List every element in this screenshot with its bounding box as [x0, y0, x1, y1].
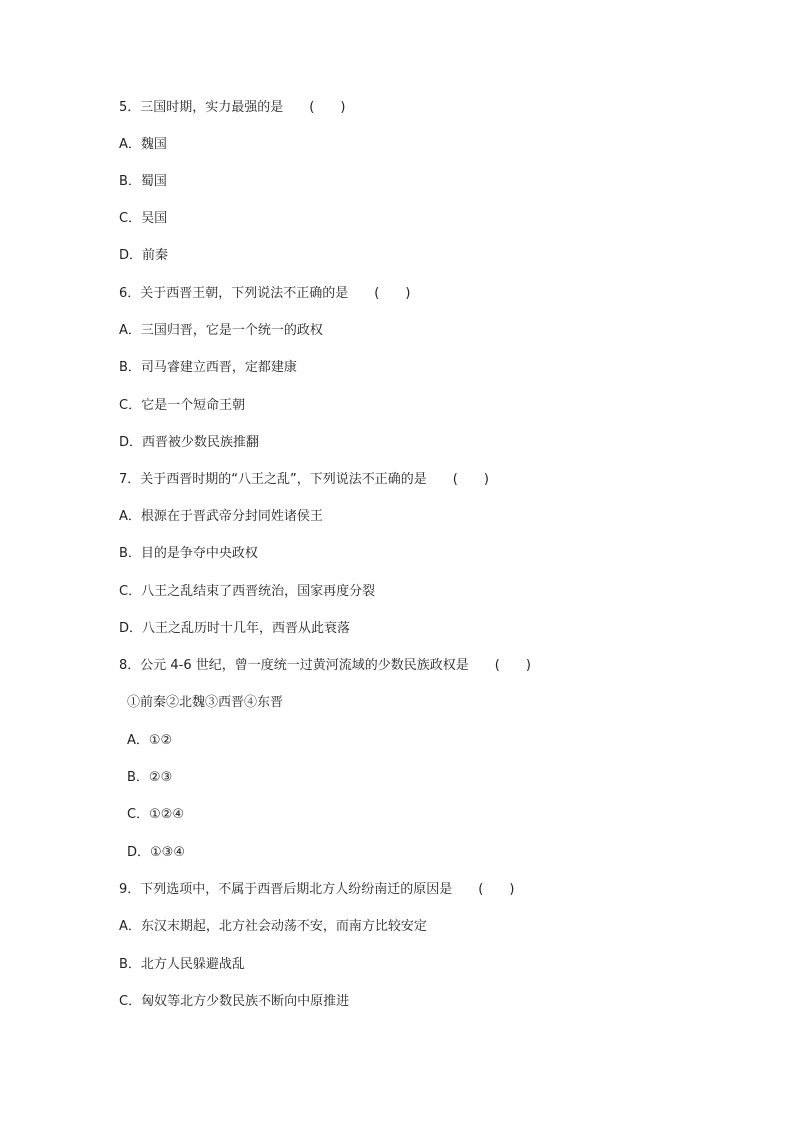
- answer-blank: ( ): [494, 658, 531, 673]
- question-8-choices: ①前秦②北魏③西晋④东晋: [127, 695, 284, 710]
- question-9-option-a: A．东汉末期起，北方社会动荡不安，而南方比较安定: [119, 919, 427, 934]
- question-text: 7．关于西晋时期的“八王之乱”，下列说法不正确的是: [119, 472, 427, 487]
- question-text: 6．关于西晋王朝，下列说法不正确的是: [119, 286, 349, 301]
- question-5-stem: [119, 98, 345, 118]
- answer-blank: ( ): [309, 100, 346, 115]
- question-7-stem: [119, 470, 489, 490]
- question-8-option-a: A．①②: [127, 733, 173, 748]
- question-6-option-d: D．西晋被少数民族推翻: [119, 435, 260, 450]
- question-6-option-b: B．司马睿建立西晋，定都建康: [119, 360, 297, 375]
- question-7-option-b: B．目的是争夺中央政权: [119, 546, 258, 561]
- question-9-option-b: B．北方人民躲避战乱: [119, 957, 245, 972]
- question-6-stem: [119, 284, 410, 304]
- answer-blank: ( ): [478, 882, 515, 897]
- question-8-option-c: C．①②④: [127, 807, 185, 822]
- answer-blank: ( ): [452, 472, 489, 487]
- question-7-option-c: C．八王之乱结束了西晋统治，国家再度分裂: [119, 584, 376, 599]
- answer-blank: ( ): [374, 286, 411, 301]
- question-9-option-c: C．匈奴等北方少数民族不断向中原推进: [119, 994, 350, 1009]
- question-5-option-b: B．蜀国: [119, 174, 167, 189]
- question-8-option-b: B．②③: [127, 770, 173, 785]
- question-5-option-c: C．吴国: [119, 211, 168, 226]
- question-text: 5．三国时期，实力最强的是: [119, 100, 284, 115]
- question-8-option-d: D．①③④: [127, 845, 185, 860]
- question-7-option-a: A．根源在于晋武帝分封同姓诸侯王: [119, 509, 323, 524]
- question-9-stem: [119, 880, 514, 900]
- question-5-option-d: D．前秦: [119, 248, 169, 263]
- question-8-stem: [119, 656, 531, 676]
- question-text: 9．下列选项中，不属于西晋后期北方人纷纷南迁的原因是: [119, 882, 453, 897]
- question-6-option-a: A．三国归晋，它是一个统一的政权: [119, 323, 323, 338]
- question-7-option-d: D．八王之乱历时十几年，西晋从此衰落: [119, 621, 351, 636]
- question-text: 8．公元 4-6 世纪，曾一度统一过黄河流域的少数民族政权是: [119, 658, 469, 673]
- question-5-option-a: A．魏国: [119, 137, 167, 152]
- question-6-option-c: C．它是一个短命王朝: [119, 398, 246, 413]
